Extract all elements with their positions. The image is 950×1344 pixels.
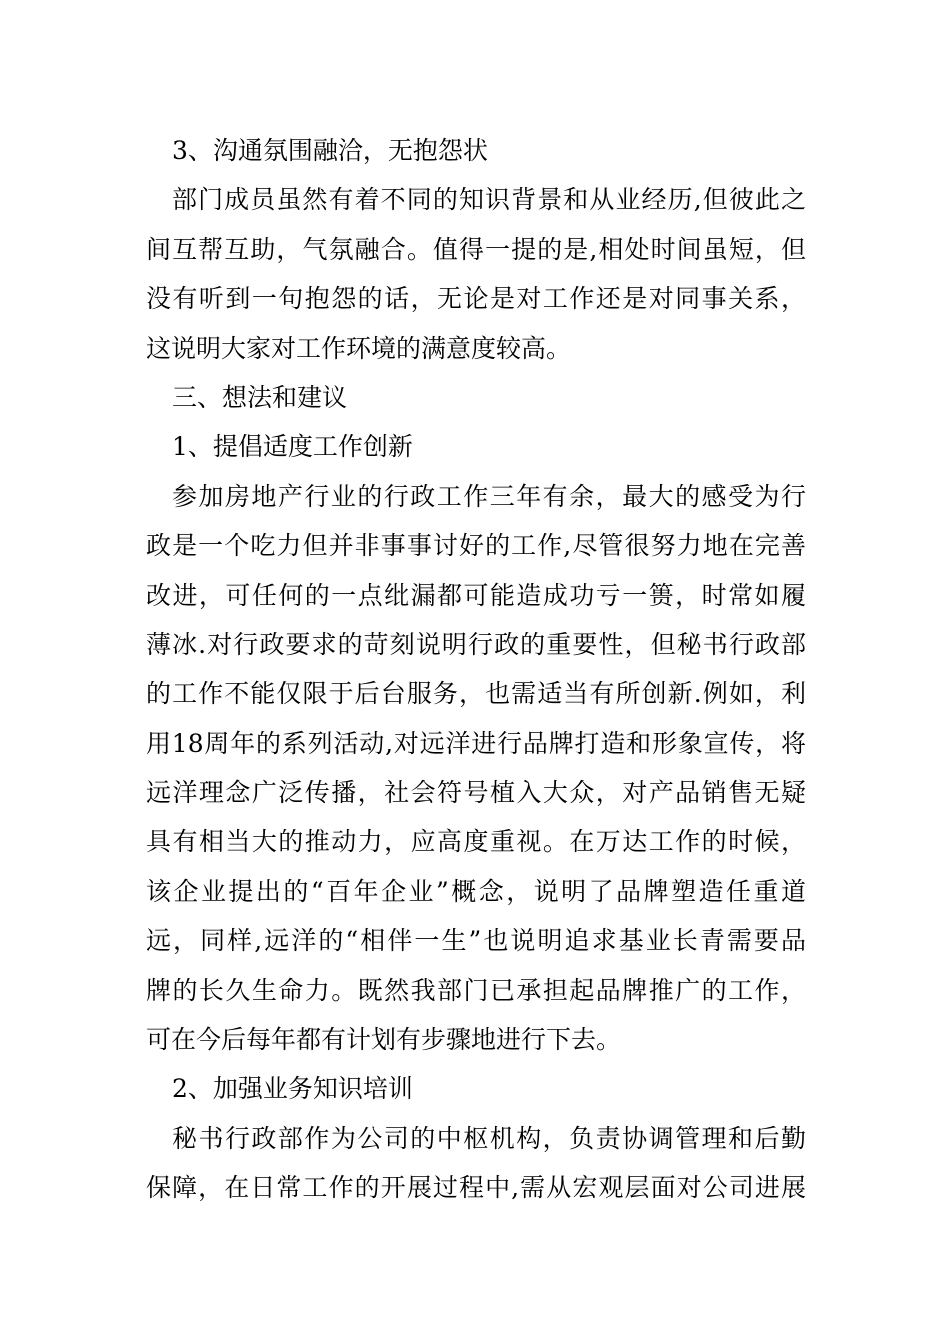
paragraph-line: 远，同样,远洋的“相伴一生”也说明追求基业长青需要品 bbox=[146, 926, 806, 956]
paragraph-line: 间互帮互助，气氛融合。值得一提的是,相处时间虽短，但 bbox=[146, 234, 806, 264]
paragraph-line: 参加房地产行业的行政工作三年有余，最大的感受为行 bbox=[172, 481, 806, 511]
subheading-communication: 3、沟通氛围融洽，无抱怨状 bbox=[172, 136, 488, 165]
paragraph-line: 薄冰.对行政要求的苛刻说明行政的重要性，但秘书行政部 bbox=[146, 629, 806, 659]
paragraph-innovation bbox=[146, 472, 806, 1065]
paragraph-line: 具有相当大的推动力，应高度重视。在万达工作的时候， bbox=[146, 827, 806, 857]
paragraph-line: 改进，可任何的一点纰漏都可能造成功亏一篑，时常如履 bbox=[146, 580, 806, 610]
paragraph-line: 牌的长久生命力。既然我部门已承担起品牌推广的工作， bbox=[146, 975, 806, 1005]
paragraph-line: 可在今后每年都有计划有步骤地进行下去。 bbox=[146, 1025, 622, 1055]
paragraph-line: 保障，在日常工作的开展过程中,需从宏观层面对公司进展 bbox=[146, 1173, 806, 1203]
paragraph-line: 该企业提出的“百年企业”概念，说明了品牌塑造任重道 bbox=[146, 876, 806, 906]
paragraph-line: 没有听到一句抱怨的话，无论是对工作还是对同事关系， bbox=[146, 284, 806, 314]
paragraph-line: 政是一个吃力但并非事事讨好的工作,尽管很努力地在完善 bbox=[146, 531, 806, 561]
paragraph-line: 的工作不能仅限于后台服务，也需适当有所创新.例如，利 bbox=[146, 679, 806, 709]
subheading-innovation: 1、提倡适度工作创新 bbox=[172, 432, 413, 462]
paragraph-line: 用18周年的系列活动,对远洋进行品牌打造和形象宣传，将 bbox=[146, 728, 806, 758]
paragraph-line: 部门成员虽然有着不同的知识背景和从业经历,但彼此之 bbox=[172, 185, 806, 215]
paragraph-line: 远洋理念广泛传播，社会符号植入大众，对产品销售无疑 bbox=[146, 778, 806, 808]
section-title-ideas-suggestions: 三、想法和建议 bbox=[172, 382, 348, 412]
paragraph-line: 这说明大家对工作环境的满意度较高。 bbox=[146, 333, 572, 363]
document-body bbox=[146, 126, 806, 1213]
paragraph-line: 秘书行政部作为公司的中枢机构，负责协调管理和后勤 bbox=[172, 1123, 806, 1153]
paragraph-team-atmosphere bbox=[146, 175, 806, 373]
paragraph-training bbox=[146, 1114, 806, 1213]
subheading-training: 2、加强业务知识培训 bbox=[172, 1074, 413, 1104]
